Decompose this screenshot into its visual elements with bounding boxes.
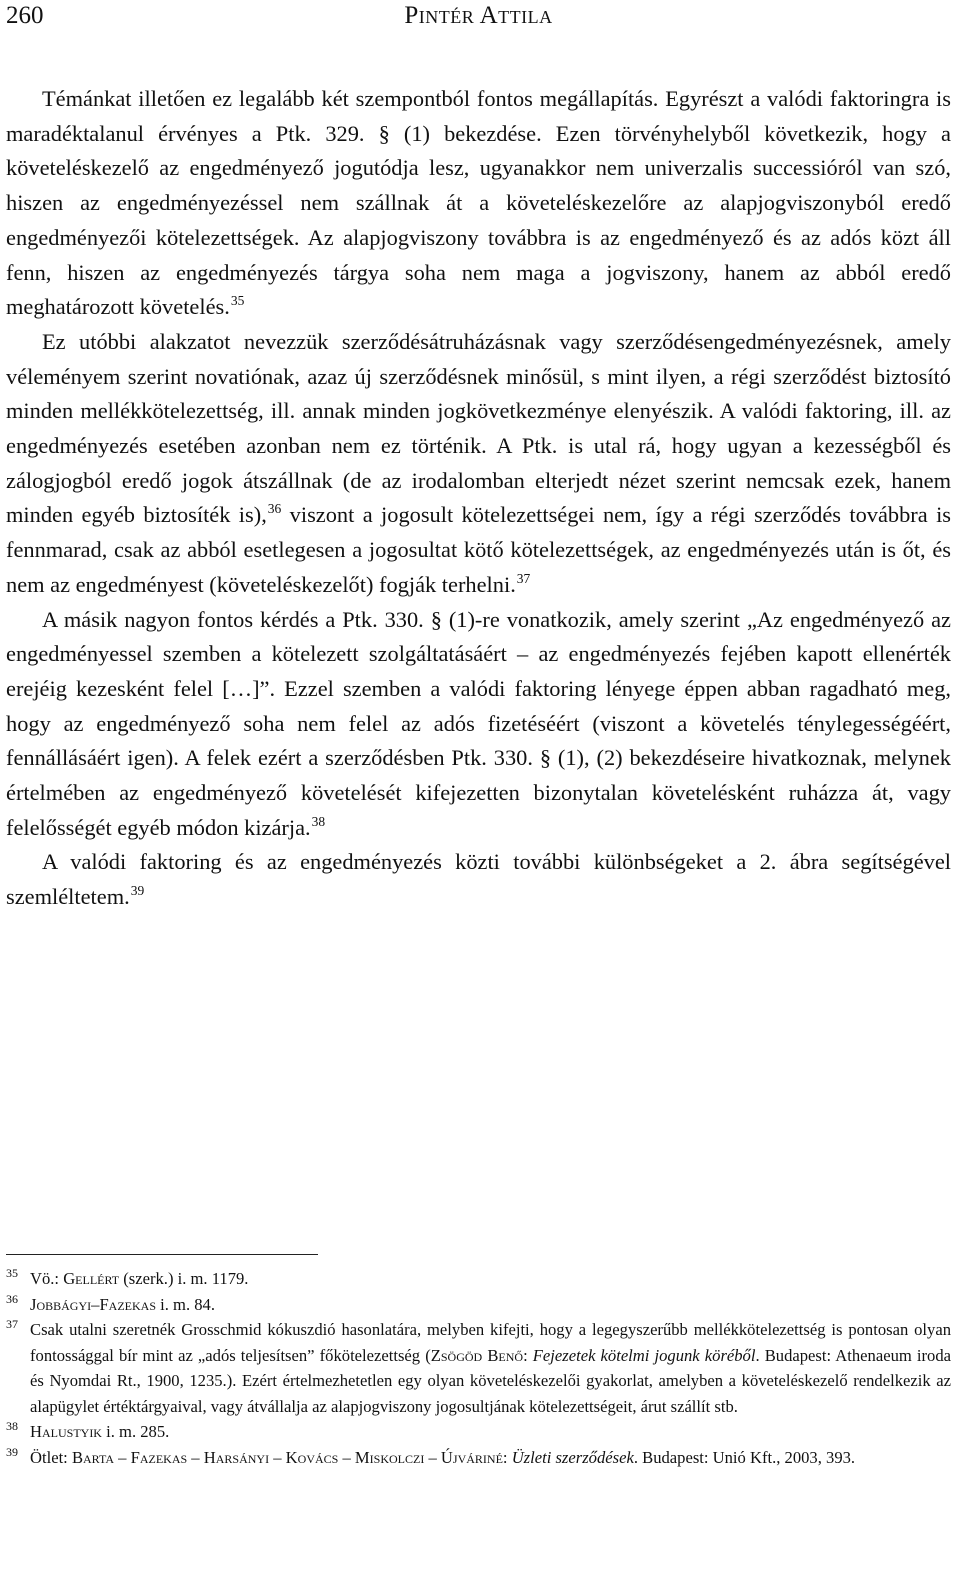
footnote-reference: 38 [311,813,326,829]
author-name: Halustyik [30,1422,102,1441]
italic-title: Üzleti szerződések [511,1447,634,1467]
footnote-number: 38 [6,1419,18,1433]
text-run: . Budapest: Athenaeum iroda és Nyomdai Rt., 1900, 1235.). Ezért értelmezhetetlen egy olyan követeléskezelői gyakorlat, amelyben a követeléskezelő rendelkezik az alapügylet értéktárgyaival, vagy átvállalja az alapjogviszony jogosultjának kötelezettségeit, árut szállít stb. [30,1345,951,1416]
paragraph [6,82,951,325]
footnote-reference: 36 [267,501,282,517]
text-run: – [91,1294,100,1314]
author-name: Barta – Fazekas – Harsányi – Kovács – Miskolczi – Újváriné [71,1447,503,1467]
paragraph [6,325,951,603]
footnote [6,1317,951,1419]
paragraph [6,845,951,914]
footnote [6,1445,951,1471]
text-run: Csak utalni szeretnék Grosschmid kókuszdió hasonlatára, melyben kifejti, hogy a legegyszerűbb mellékkötelezettség is pontosan olyan fontossággal bír mint az „adós teljesítsen” főkötelezettség ( [30,1320,951,1365]
author-name: Gellért [63,1269,120,1288]
text-run: i. m. 285. [101,1422,170,1441]
footnote-reference: 35 [230,293,245,309]
footnote-number: 39 [6,1444,18,1459]
footnote-number: 37 [6,1317,18,1331]
text-run: : [523,1345,533,1365]
text-run: . Budapest: Unió Kft., 2003, 393. [633,1447,856,1467]
footnote-separator [6,1254,318,1255]
text-run: Témánkat illetően ez legalább két szempontból fontos megállapítás. Egyrészt a valódi faktoringra is maradéktalanul érvényes a Ptk. 329. § (1) bekezdése. Ezen törvényhelyből következik, hogy a követeléskezelő az engedményező jogutódja lesz, ugyanakkor nem univerzalis successióról van szó, hiszen az engedményezéssel nem szállnak át a követeléskezelőre az alapjogviszonyból eredő engedményezői kötelezettségek. Az alapjogviszony továbbra is az engedményező és az adós közt áll fenn, hiszen az engedményezés tárgya soha nem maga a jogviszony, hanem az abból eredő meghatározott követelés. [6,86,951,320]
text-run: Ötlet: [30,1447,72,1467]
text-run: i. m. 84. [156,1294,216,1314]
body-text [6,82,951,915]
running-head: Pintér Attila [404,2,553,29]
footnote-number: 35 [6,1266,18,1280]
text-run: A másik nagyon fontos kérdés a Ptk. 330. § (1)-re vonatkozik, amely szerint „Az engedményező az engedményessel szemben a kötelezett szolgáltatásáért – az engedményezés fejében kapott ellenérték erejéig kezesként felel […]”. Ezzel szemben a valódi faktoring lényege éppen abban ragadható meg, hogy az engedményező soha nem felel az adós fizetéséért (viszont a követelés ténylegességéért, fennállásáért igen). A felek ezért a szerződésben Ptk. 330. § (1), (2) bekezdéseire hivatkoznak, melynek értelmében az engedményező követelését kifejezetten bizonytalan követelésként ruházza át, vagy felelősségét egyéb módon kizárja. [6,606,951,840]
text-run: : [502,1447,512,1467]
text-run: (szerk.) i. m. 1179. [119,1269,249,1288]
text-run: Ez utóbbi alakzatot nevezzük szerződésátruházásnak vagy szerződésengedményezésnek, amely véleményem szerint novatiónak, azaz új szerződésnek minősül, s mint ilyen, a régi szerződést biztosító minden mellékkötelezettség, ill. annak minden jogkövetkezménye elenyészik. A valódi faktoring, ill. az engedményezés esetében azonban nem ez történik. A Ptk. is utal rá, hogy ugyan a kezességből és zálogjogból eredő jogok átszállnak (de az irodalomban elterjedt nézet szerint nemcsak ezek, hanem minden egyéb biztosíték is), [6,328,951,528]
footnote [6,1292,951,1318]
footnote-number: 36 [6,1291,18,1306]
text-run: Vö.: [30,1269,64,1288]
author-name: Zsögöd Benő [430,1345,524,1365]
page-header [6,0,951,32]
footnote-reference: 39 [130,883,145,899]
text-run: viszont a jogosult kötelezettségei nem, így a régi szerződés továbbra is fennmarad, csak az abból esetlegesen a jogosultat kötő kötelezettségek, az engedményezés után is őt, és nem az engedményest (követeléskezelőt) fogják terhelni. [6,502,951,597]
text-run: A valódi faktoring és az engedményezés közti további különbségeket a 2. ábra segítségével szemléltetem. [6,849,951,910]
footnotes [6,1266,951,1470]
italic-title: Fejezetek kötelmi jogunk köréből [532,1345,756,1365]
paragraph [6,603,951,846]
footnote [6,1266,951,1292]
page-number: 260 [6,2,44,29]
author-name: Jobbágyi [30,1294,92,1314]
author-name: Fazekas [99,1294,156,1314]
footnote [6,1419,951,1445]
footnote-reference: 37 [516,570,531,586]
